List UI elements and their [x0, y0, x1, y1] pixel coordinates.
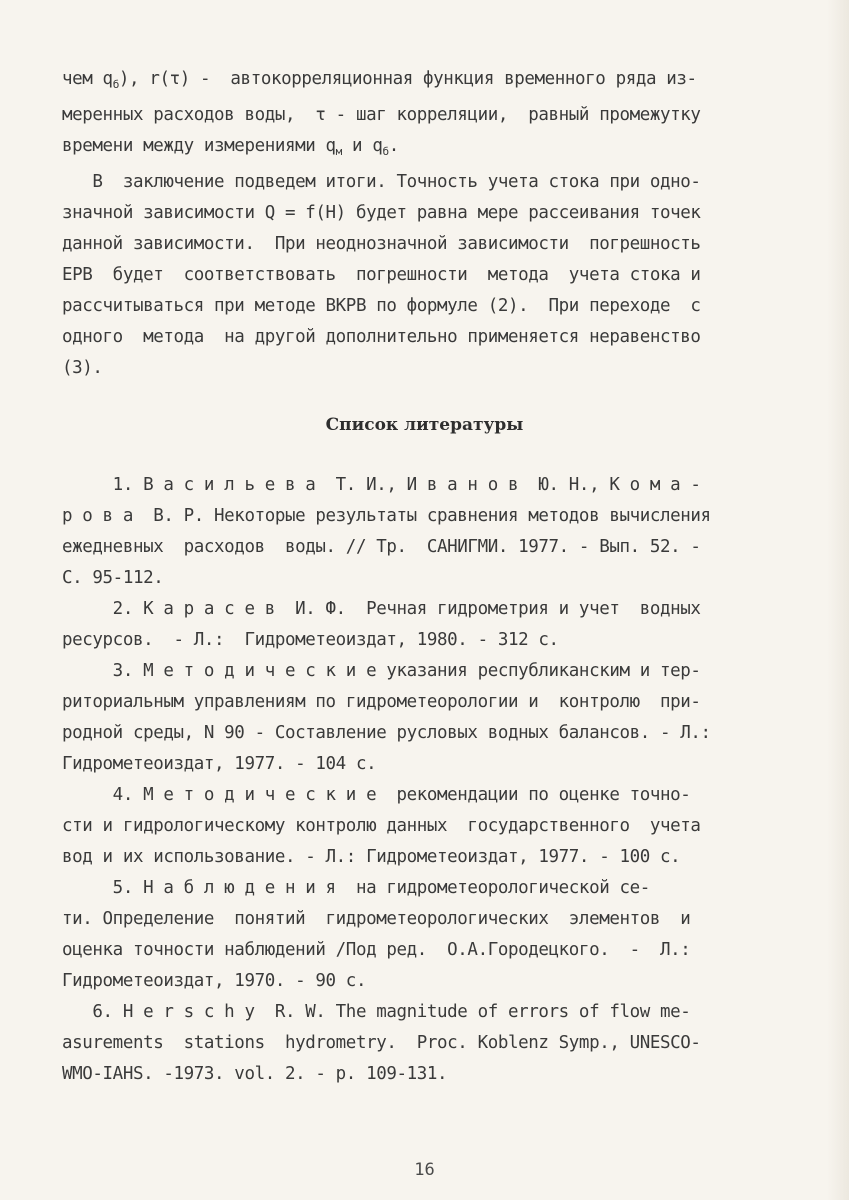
text-fragment: чем q — [62, 69, 113, 89]
text-line: данной зависимости. При неоднозначной зависимости погрешность — [62, 234, 701, 254]
reference-line: р о в а В. Р. Некоторые результаты сравнения методов вычисления — [62, 506, 711, 526]
text-fragment: . — [388, 136, 399, 156]
subscript: б — [112, 78, 119, 91]
reference-line: риториальным управлениям по гидрометеорологии и контролю при- — [62, 692, 701, 712]
text-fragment: времени между измерениями q — [62, 136, 336, 156]
reference-line: С. 95-112. — [62, 568, 164, 588]
reference-line: 3. М е т о д и ч е с к и е указания республиканским и тер- — [62, 661, 701, 681]
reference-line: 6. H e r s c h y R. W. The magnitude of errors of flow me- — [62, 1002, 691, 1022]
page-number: 16 — [414, 1160, 435, 1180]
text-line — [62, 64, 802, 100]
references-heading: Список литературы — [325, 415, 524, 435]
page-edge-shadow — [827, 0, 849, 1200]
text-line: значной зависимости Q = f(H) будет равна мере рассеивания точек — [62, 203, 701, 223]
reference-line: ресурсов. - Л.: Гидрометеоиздат, 1980. - 312 с. — [62, 630, 559, 650]
references-list — [62, 470, 802, 1090]
reference-line: 4. М е т о д и ч е с к и е рекомендации по оценке точно- — [62, 785, 691, 805]
text-fragment: и q — [341, 136, 383, 156]
subscript: б — [382, 145, 389, 158]
reference-line: Гидрометеоиздат, 1977. - 104 с. — [62, 754, 377, 774]
text-line: рассчитываться при методе ВКРВ по формуле (2). При переходе с — [62, 296, 701, 316]
reference-line: родной среды, N 90 - Составление русловых водных балансов. - Л.: — [62, 723, 711, 743]
reference-line: Гидрометеоиздат, 1970. - 90 с. — [62, 971, 367, 991]
subscript: м — [335, 145, 342, 158]
body-text — [62, 64, 802, 384]
text-line: В заключение подведем итоги. Точность учета стока при одно- — [62, 172, 701, 192]
reference-line: ти. Определение понятий гидрометеорологических элементов и — [62, 909, 691, 929]
reference-line: вод и их использование. - Л.: Гидрометеоиздат, 1977. - 100 с. — [62, 847, 681, 867]
reference-line: 1. В а с и л ь е в а Т. И., И в а н о в Ю. Н., К о м а - — [62, 475, 701, 495]
reference-line: WMO-IAHS. -1973. vol. 2. - p. 109-131. — [62, 1064, 448, 1084]
text-line: одного метода на другой дополнительно применяется неравенство — [62, 327, 701, 347]
text-fragment: ), r(τ) - автокорреляционная функция временного ряда из- — [118, 69, 697, 89]
reference-line: сти и гидрологическому контролю данных государственного учета — [62, 816, 701, 836]
reference-line: 2. К а р а с е в И. Ф. Речная гидрометрия и учет водных — [62, 599, 701, 619]
text-line: ЕРВ будет соответствовать погрешности метода учета стока и — [62, 265, 701, 285]
reference-line: оценка точности наблюдений /Под ред. О.А.Городецкого. - Л.: — [62, 940, 691, 960]
text-line — [62, 131, 802, 167]
reference-line: 5. Н а б л ю д е н и я на гидрометеорологической се- — [62, 878, 650, 898]
text-line: (3). — [62, 358, 103, 378]
text-line: меренных расходов воды, τ - шаг корреляции, равный промежутку — [62, 105, 701, 125]
reference-line: asurements stations hydrometry. Proc. Koblenz Symp., UNESCO- — [62, 1033, 701, 1053]
reference-line: ежедневных расходов воды. // Тр. САНИГМИ. 1977. - Вып. 52. - — [62, 537, 701, 557]
